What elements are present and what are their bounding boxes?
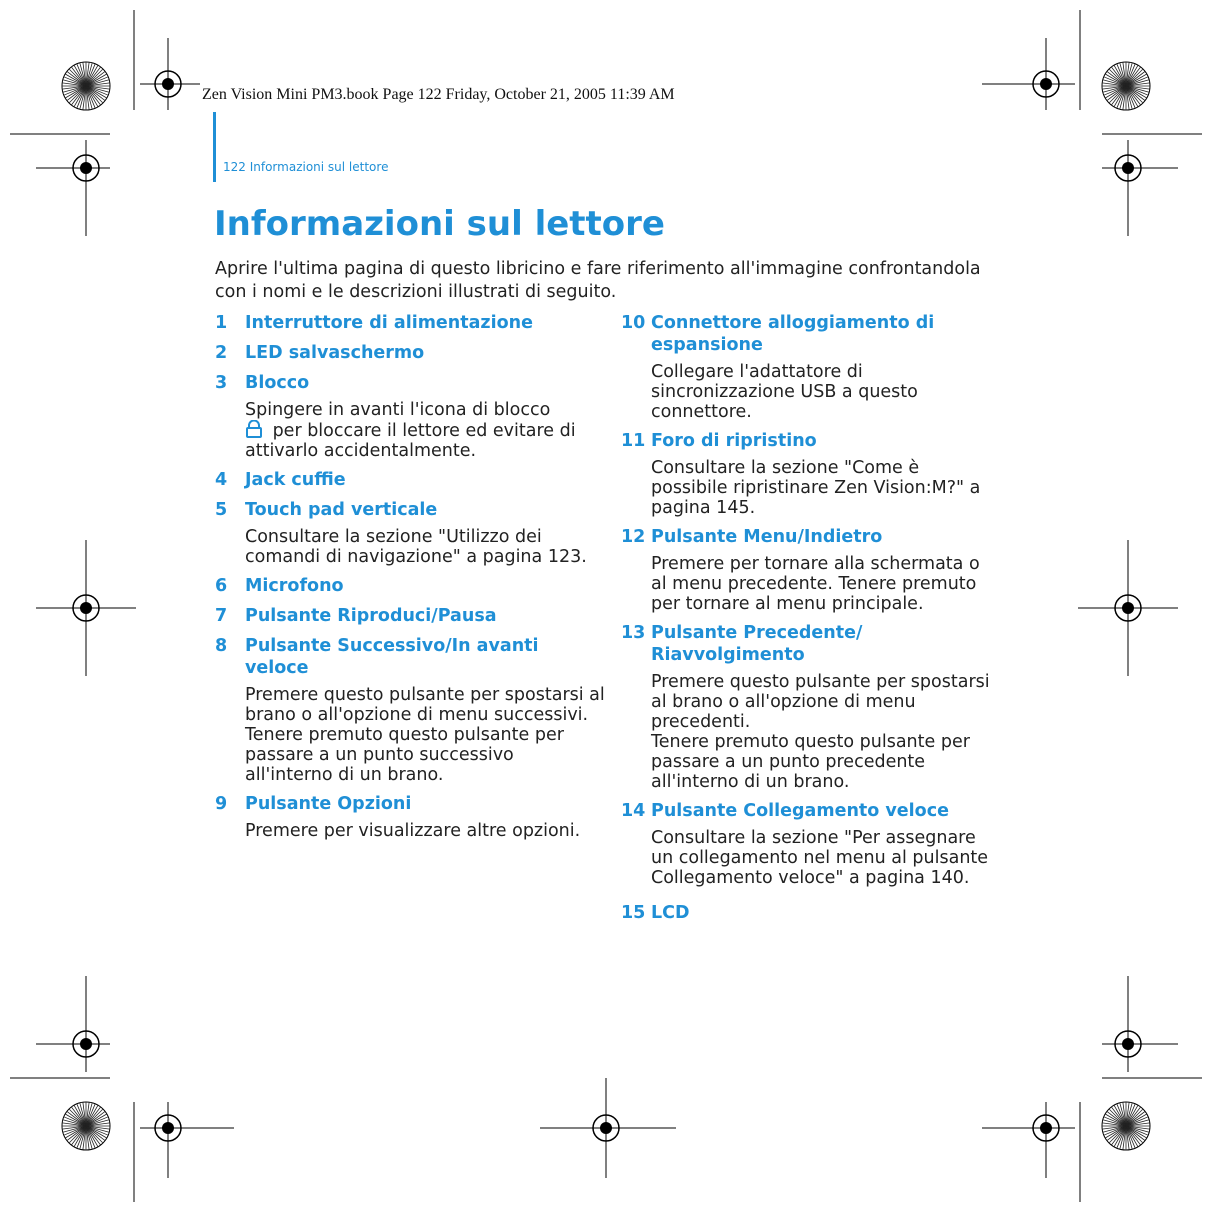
list-item	[621, 902, 996, 924]
item-desc-part: Spingere in avanti l'icona di blocco	[245, 400, 551, 420]
running-head: 122 Informazioni sul lettore	[223, 160, 389, 174]
list-item	[621, 312, 996, 422]
item-label: Blocco	[245, 373, 310, 393]
item-number: 9	[215, 794, 228, 814]
item-number: 10	[621, 313, 646, 333]
page-title: Informazioni sul lettore	[214, 204, 665, 244]
item-number: 15	[621, 903, 646, 923]
item-description: Premere per tornare alla schermata o al menu precedente. Tenere premuto per tornare al menu principale.	[651, 554, 980, 614]
item-description: Collegare l'adattatore di sincronizzazione USB a questo connettore.	[651, 362, 918, 422]
item-number: 1	[215, 313, 228, 333]
book-header: Zen Vision Mini PM3.book Page 122 Friday, October 21, 2005 11:39 AM	[202, 86, 675, 103]
list-item	[215, 312, 605, 334]
item-number: 12	[621, 527, 646, 547]
item-label: LED salvaschermo	[245, 343, 425, 363]
item-label: Pulsante Riproduci/Pausa	[245, 606, 497, 626]
item-number: 2	[215, 343, 228, 363]
item-number: 11	[621, 431, 646, 451]
item-number: 8	[215, 636, 228, 656]
list-item	[215, 793, 605, 841]
item-description: Consultare la sezione "Come è possibile ripristinare Zen Vision:M?" a pagina 145.	[651, 458, 981, 518]
item-number: 6	[215, 576, 228, 596]
list-item	[215, 605, 605, 627]
item-number: 7	[215, 606, 228, 626]
item-label: Interruttore di alimentazione	[245, 313, 533, 333]
list-item	[621, 430, 996, 518]
item-label: Jack cuffie	[245, 470, 346, 490]
right-column	[621, 312, 996, 932]
item-description: Premere questo pulsante per spostarsi al brano o all'opzione di menu successivi. Tenere premuto questo pulsante per passare a un punto successivo all'interno di un brano.	[245, 685, 605, 785]
item-label: Pulsante Collegamento veloce	[651, 801, 949, 821]
item-label: Touch pad verticale	[245, 500, 438, 520]
item-number: 5	[215, 500, 228, 520]
item-number: 13	[621, 623, 646, 643]
item-label: LCD	[651, 903, 690, 923]
list-item	[621, 800, 996, 888]
item-description: Consultare la sezione "Per assegnare un collegamento nel menu al pulsante Collegamento veloce" a pagina 140.	[651, 828, 989, 888]
left-column	[215, 312, 605, 849]
running-head-bar	[213, 112, 216, 182]
list-item	[215, 469, 605, 491]
item-description: Premere per visualizzare altre opzioni.	[245, 821, 581, 841]
list-item	[621, 622, 996, 792]
item-label: Pulsante Successivo/In avanti veloce	[245, 636, 539, 678]
item-label: Microfono	[245, 576, 344, 596]
item-desc-part: per bloccare il lettore ed evitare di attivarlo accidentalmente.	[245, 421, 576, 461]
list-item	[215, 342, 605, 364]
list-item	[215, 575, 605, 597]
item-description: Consultare la sezione "Utilizzo dei comandi di navigazione" a pagina 123.	[245, 527, 587, 567]
intro-paragraph: Aprire l'ultima pagina di questo libricino e fare riferimento all'immagine confrontandola con i nomi e le descrizioni illustrati di seguito.	[215, 259, 981, 302]
item-label: Connettore alloggiamento di espansione	[651, 313, 935, 355]
item-description: Premere questo pulsante per spostarsi al brano o all'opzione di menu precedenti. Tenere premuto questo pulsante per passare a un punto precedente all'interno di un brano.	[651, 672, 990, 792]
item-label: Pulsante Menu/Indietro	[651, 527, 883, 547]
item-description	[245, 400, 605, 461]
list-item	[621, 526, 996, 614]
item-label: Pulsante Opzioni	[245, 794, 412, 814]
item-number: 4	[215, 470, 228, 490]
list-item	[215, 372, 605, 461]
item-number: 14	[621, 801, 646, 821]
list-item	[215, 635, 605, 785]
item-number: 3	[215, 373, 228, 393]
item-label: Pulsante Precedente/ Riavvolgimento	[651, 623, 863, 665]
item-label: Foro di ripristino	[651, 431, 817, 451]
list-item	[215, 499, 605, 567]
lock-icon	[245, 420, 263, 438]
